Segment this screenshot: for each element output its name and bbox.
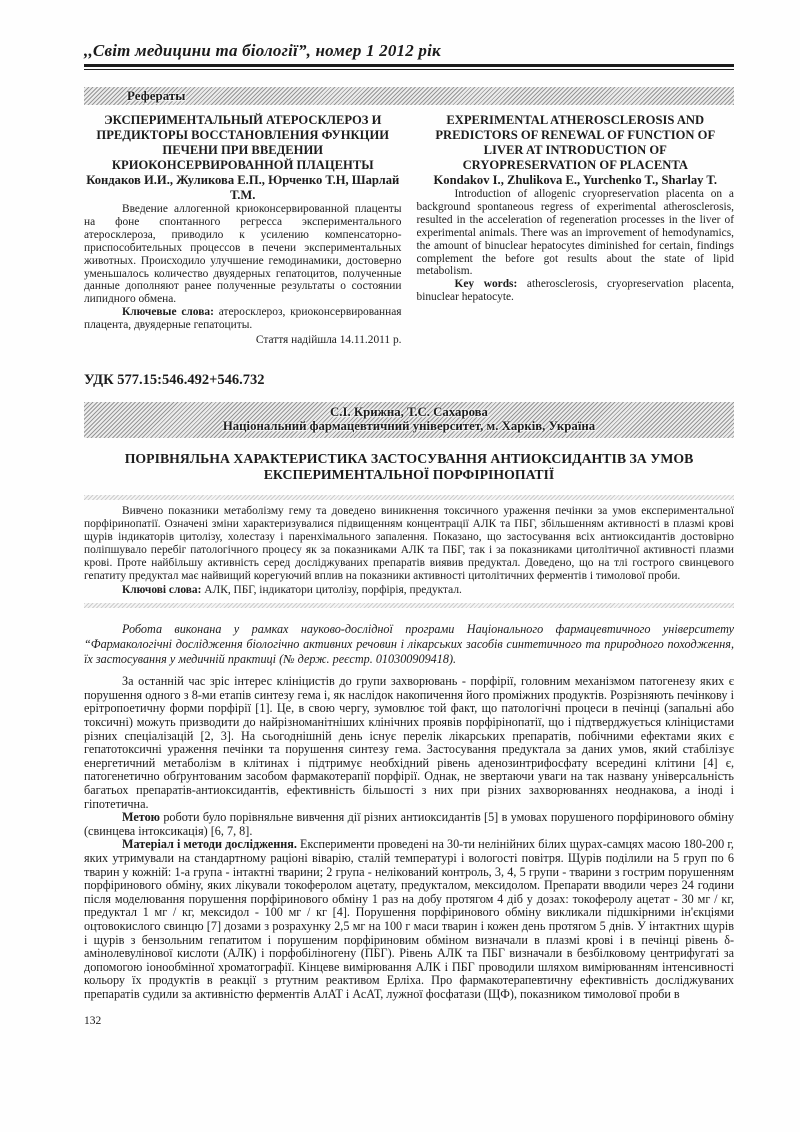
abstracts-band (84, 87, 734, 105)
abstract-english-body: Introduction of allogenic cryopreservation placenta on a background spontaneous regress of experimental atherosclerosis, resulted in the acceleration of regeneration processes in the liver of experimental animals. There was an improvement of hemodynamics, the amount of binuclear hepatocytes diminished for certain, findings complement the before got results about the state of lipid metabolism. (416, 188, 734, 278)
paragraph-intro (84, 675, 734, 811)
paragraph-aim (84, 811, 734, 838)
abstract-russian-authors: Кондаков И.И., Жуликова Е.П., Юрченко Т.Н, Шарлай Т.М. (86, 173, 400, 202)
separator-rule (84, 495, 734, 500)
article-keywords-text: АЛК, ПБГ, індикатори цитолізу, порфірія, предуктал. (204, 583, 462, 596)
abstract-english-title: EXPERIMENTAL ATHEROSCLEROSIS AND PREDICTORS OF RENEWAL OF FUNCTION OF LIVER AT INTRODUCTION OF CRYOPRESERVATION OF PLACENTA (435, 113, 716, 172)
article-keywords-label: Ключові слова: (122, 583, 202, 596)
abstract-russian-title: ЭКСПЕРИМЕНТАЛЬНЫЙ АТЕРОСКЛЕРОЗ И ПРЕДИКТОРЫ ВОССТАНОВЛЕНИЯ ФУНКЦИИ ПЕЧЕНИ ПРИ ВВЕДЕНИИ КРИОКОНСЕРВИРОВАННОЙ ПЛАЦЕНТЫ (96, 113, 390, 172)
article-received-date: Стаття надійшла 14.11.2011 р. (255, 334, 402, 347)
research-program-note: Робота виконана у рамках науково-дослідної програми Національного фармацевтичного університету “Фармакологічні дослідження біологічно активних речовин і лікарських засобів синтетичного та природного походження, їх застосування у медичній практиці (№ держ. реєстр. 010300909418). (84, 621, 734, 667)
paragraph-aim-lead: Метою (122, 810, 160, 825)
abstract-english (417, 113, 735, 347)
abstract-russian-keywords-label: Ключевые слова: (122, 306, 214, 319)
article-authors: С.І. Крижна, Т.С. Сахарова (330, 404, 488, 419)
abstract-russian-body: Введение аллогенной криоконсервированной плаценты на фоне спонтанного регресса экспериментального атеросклероза, приводило к усилению компенсаторно-приспособительных процессов в печени экспериментальных животных. Происходило улучшение гемодинамики, достоверно уменьшалось количество двуядерных гепатоцитов, полученные данные дополняют ранее полученные результаты о состоянии липидного обмена. (84, 203, 402, 306)
article-authors-band (84, 402, 734, 438)
udc-code: УДК 577.15:546.492+546.732 (84, 371, 265, 388)
article-abstract (84, 505, 734, 597)
separator-rule (84, 603, 734, 608)
header-rule (84, 64, 734, 70)
abstract-english-keywords-text: atherosclerosis, cryopreservation placenta, binuclear hepatocyte. (416, 278, 735, 304)
article-abstract-text: Вивчено показники метаболізму гему та доведено виникнення токсичного ураження печінки за умов експериментальної порфіринопатії. Означені зміни характеризувалися підвищенням концентрації АЛК та ПБГ, збільшенням активності в плазмі крові щурів індикаторів цитолізу, холестазу і паренхімального запалення. Показано, що застосування всіх антиоксидантів достовірно поліпшувало перебіг патологічного процесу як за показниками АЛК та ПБГ, так і за показниками цитолітичної активності плазми крові. Проте найбільшу активність серед досліджуваних препаратів виявив предуктал. Доведено, що на тлі гострого свинцевого гепатиту предуктал має найвищий корегуючий вплив на показники активності цитолітичних ферментів і тимолової проби. (84, 504, 734, 583)
paragraph-methods-text: Експерименти проведені на 30-ти нелінійних білих щурах-самцях масою 180-200 г, яких утримували на стандартному раціоні віварію, сталій температурі і вологості повітря. Щурів поділили на 5 груп по 6 тварин у кожній: 1-а група - інтактні тварини; 2 група - нелікований контроль, 3, 4, 5 групи - тварини з гострим порушенням порфіринового обміну, яких лікували токоферолом ацетату, предукталом, мексидолом. Препарати вводили через 24 години після моделювання порушення порфіринового обміну 1 раз на добу протягом 4 діб у дозах: токоферолу ацетат - 30 мг / кг, предуктал 1 мг / кг, мексидол - 100 мг / кг [4]. Порушення порфіринового обміну викликали підшкірними ін'єкціями оцтовокислого свинцю [7] дозами з розрахунку 2,5 мг на 100 г маси тварин і кожен день протягом 5 днів. У інтактних щурів і щурів з бензольним гепатитом і порушеним порфіриновим обміном визначали в плазмі крові і в печінці рівень δ-амінолевулінової кислоти (АЛК) і порфобіліногену (ПБГ). Рівень АЛК та ПБГ визначали в безбілковому центрифугаті за допомогою іонообмінної хроматографії. Кінцеве вимірювання АЛК і ПБГ проводили шляхом вимірюванням інтенсивності кольору їх продуктів в реакції з ртутним реактивом Ерліха. Про фармакотерапевтичну ефективність досліджуваних препаратів судили за активністю ферментів АлАТ і АсАТ, лужної фосфатази (ЩФ), показником тимолової проби в (84, 837, 734, 1001)
abstract-english-authors: Kondakov I., Zhulikova E., Yurchenko T., Sharlay T. (433, 173, 717, 187)
paragraph-methods-lead: Матеріал і методи дослідження. (122, 837, 297, 852)
paragraph-intro-text: За останній час зріс інтерес клініцистів до групи захворювань - порфірії, головним механізмом патогенезу яких є порушення одного з 8-ми етапів синтезу гема і, як наслідок накопичення його проміжних продуктів. Розрізняють печінкову і ерітропоетичну форми порфірії [1]. Це, в свою чергу, зумовлює той факт, що патологічні процеси в печінці (запальні або токсичні) можуть призводити до найрізноманітніших клінічних проявів порфірінопатії, що і підтверджується клініцистами різних спеціалізацій [2, 3]. На сьогоднішній день існує перелік лікарських препаратів, побічними ефектами яких є гепатотоксичні ураження печінки та порушення синтезу гема. Застосування предуктала за даних умов, який стабілізує енергетичний метаболізм в клітинах і підтримує необхідний рівень аденозинтрифосфату всередині клітини [4] є, патогенетично обґрунтованим засобом фармакотерапії порфірії. Однак, не звертаючи уваги на так названу універсальність багатьох препаратів-антиоксидантів, ефективність більшості з них при різних захворюваннях неоднакова, а іноді і гіпотетична. (84, 674, 734, 811)
article-affiliation: Національний фармацевтичний університет, м. Харків, Україна (222, 419, 596, 434)
page-number: 132 (84, 1015, 102, 1028)
article-title: ПОРІВНЯЛЬНА ХАРАКТЕРИСТИКА ЗАСТОСУВАННЯ АНТИОКСИДАНТІВ ЗА УМОВ ЕКСПЕРИМЕНТАЛЬНОЇ ПОРФІРІНОПАТІЇ (124, 450, 694, 483)
abstract-russian (84, 113, 402, 347)
abstract-english-keywords-label: Key words: (454, 278, 518, 291)
paragraph-aim-text: роботи було порівняльне вивчення дії різних антиоксидантів [5] в умовах порушеного порфіринового обміну (свинцева інтоксикація) [6, 7, 8]. (84, 810, 734, 838)
abstracts-band-label: Рефераты (127, 88, 186, 103)
article-body (84, 675, 734, 1001)
journal-header: ,,Світ медицини та біології”, номер 1 2012 рік (84, 41, 441, 60)
abstract-columns (84, 113, 734, 347)
abstract-english-keywords (417, 278, 735, 304)
abstract-russian-keywords (84, 306, 402, 332)
article-keywords (84, 584, 734, 597)
abstract-russian-keywords-text: атеросклероз, криоконсервированная плацента, двуядерные гепатоциты. (84, 306, 402, 332)
paragraph-methods (84, 838, 734, 1001)
